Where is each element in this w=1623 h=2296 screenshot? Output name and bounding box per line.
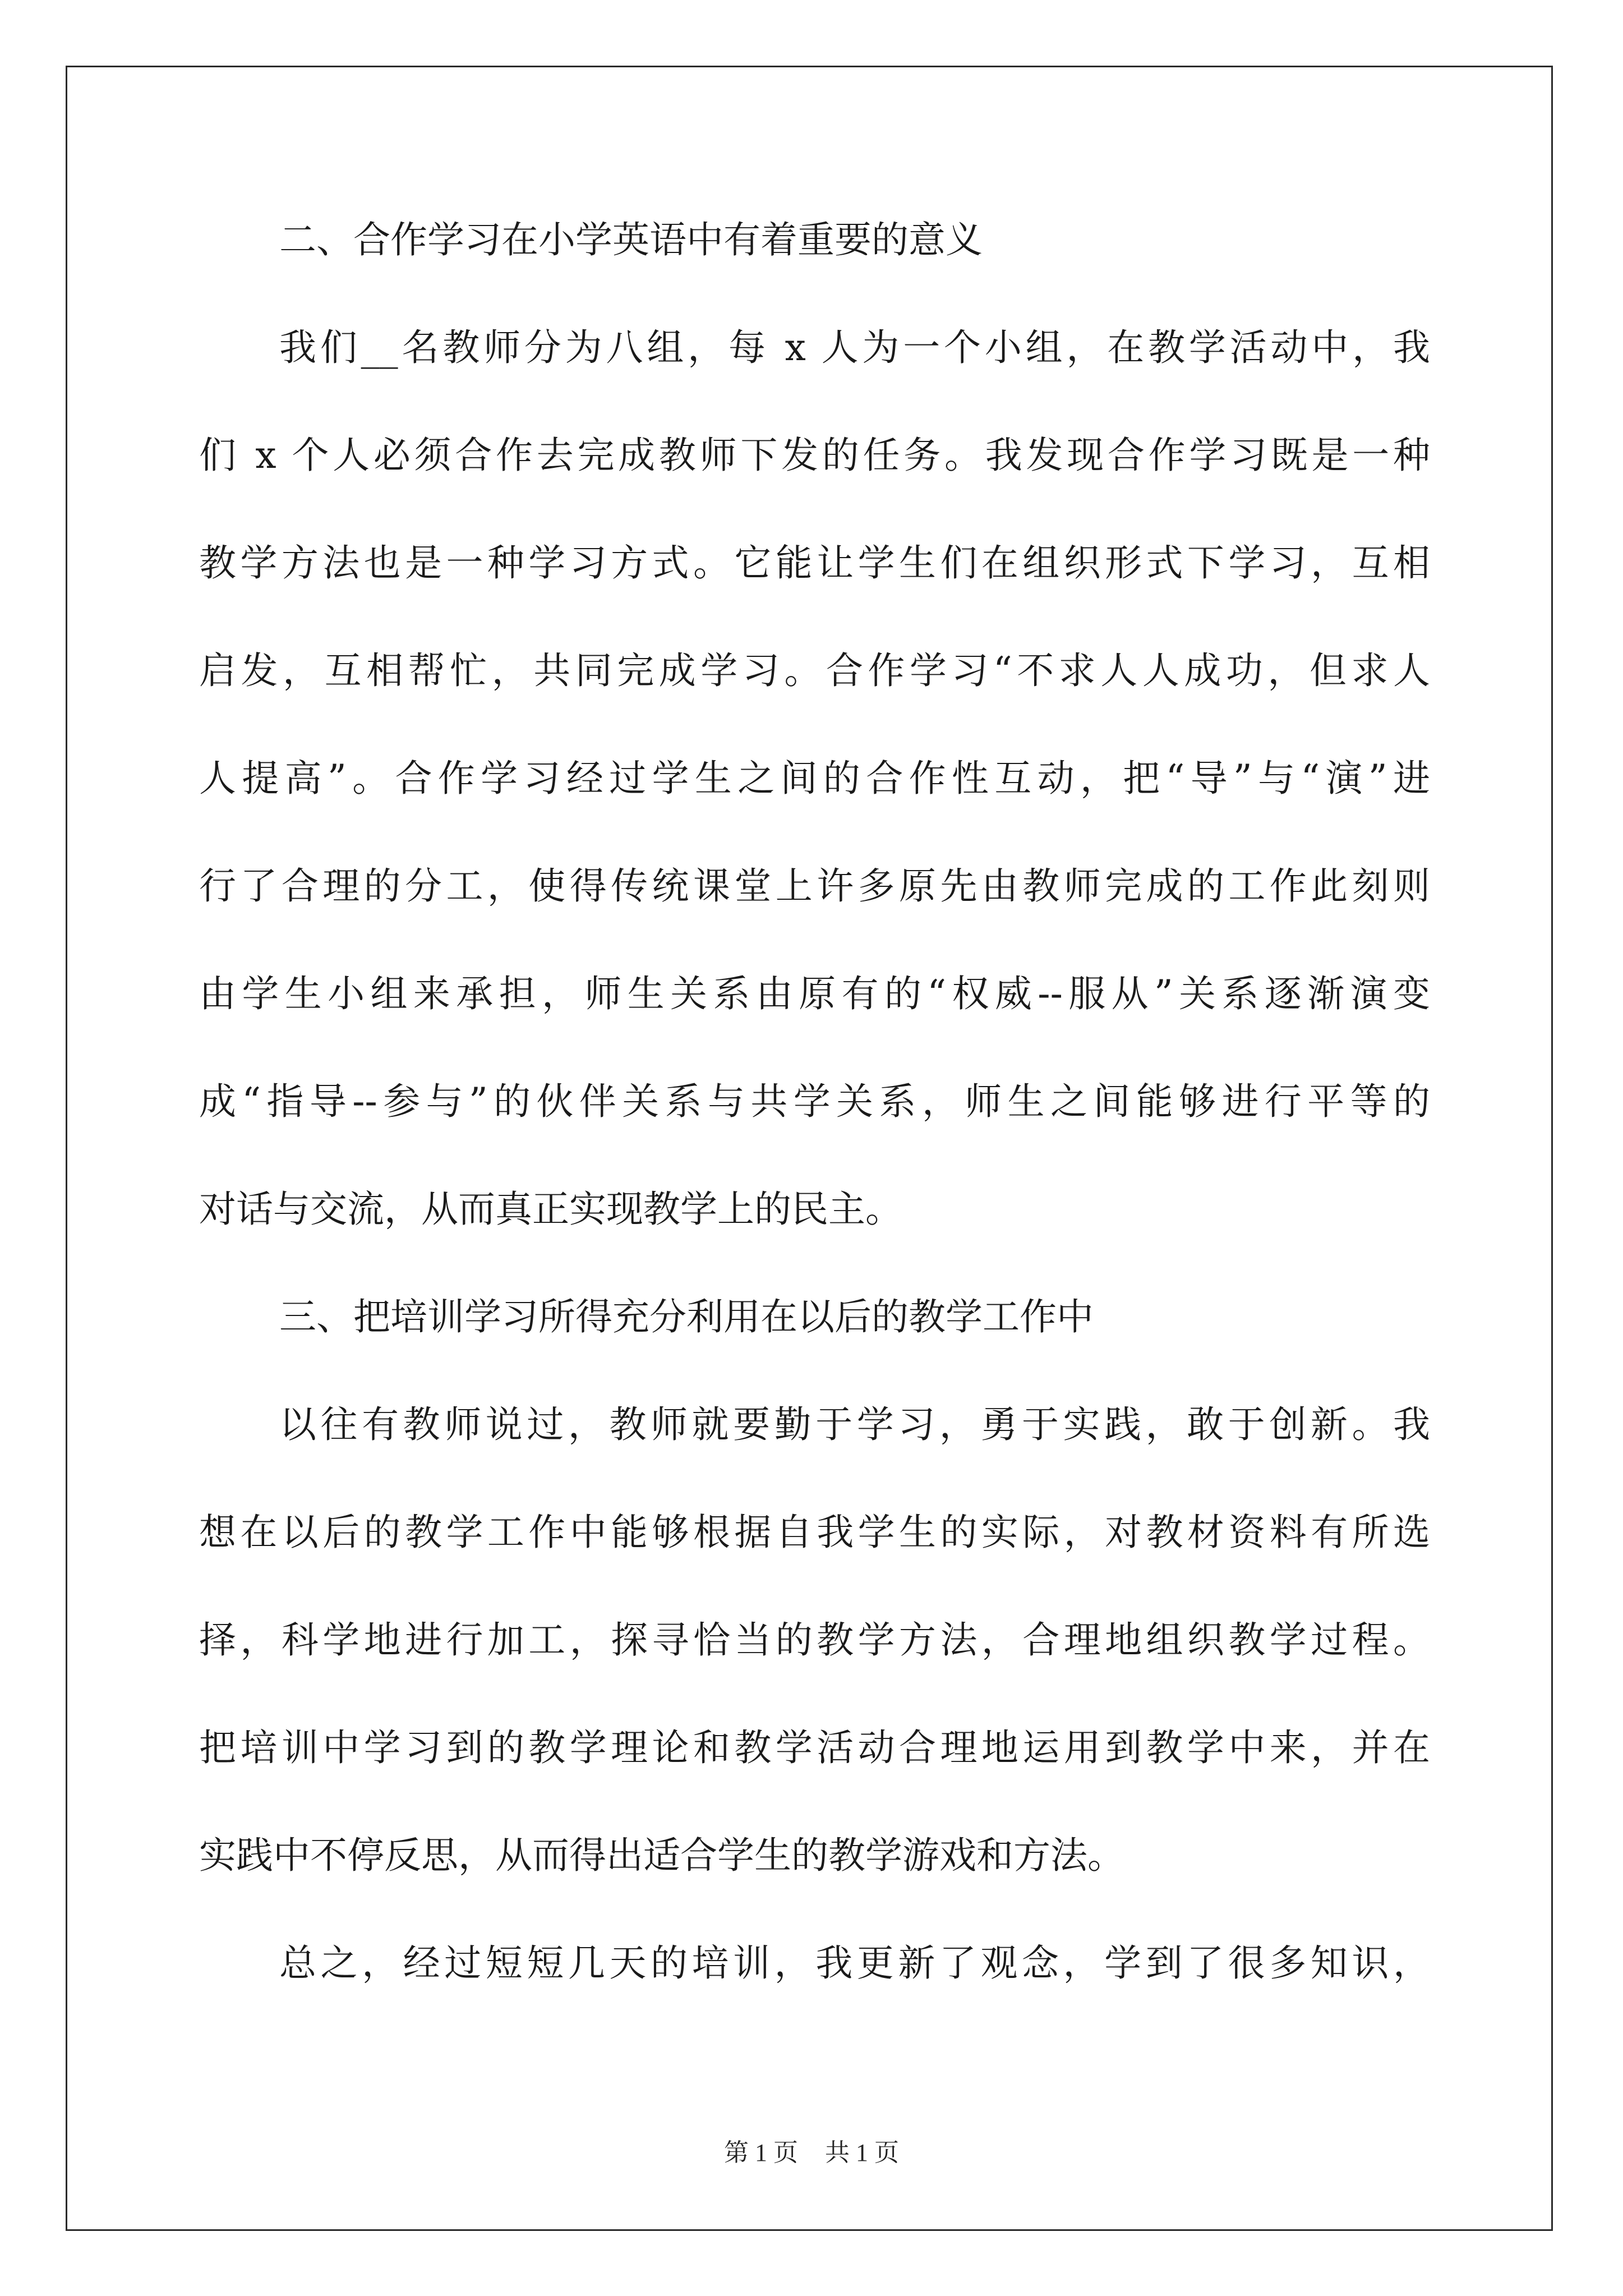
paragraph-line: 教学方法也是一种学习方式。它能让学生们在组织形式下学习，互相 xyxy=(199,541,1430,585)
paragraph-line: 择，科学地进行加工，探寻恰当的教学方法，合理地组织教学过程。 xyxy=(199,1618,1430,1662)
paragraph-line: 总之，经过短短几天的培训，我更新了观念，学到了很多知识， xyxy=(279,1941,1430,1985)
paragraph-line: 行了合理的分工，使得传统课堂上许多原先由教师完成的工作此刻则 xyxy=(199,864,1430,908)
paragraph-line: 们 x 个人必须合作去完成教师下发的任务。我发现合作学习既是一种 xyxy=(199,434,1430,477)
page-number: 第 1 页 xyxy=(724,2139,798,2166)
page-total: 共 1 页 xyxy=(825,2139,899,2166)
page-border xyxy=(66,66,1553,2231)
paragraph-line: 想在以后的教学工作中能够根据自我学生的实际，对教材资料有所选 xyxy=(199,1511,1430,1554)
paragraph-line: 把培训中学习到的教学理论和教学活动合理地运用到教学中来，并在 xyxy=(199,1726,1430,1769)
section-heading-2: 二、合作学习在小学英语中有着重要的意义 xyxy=(279,218,983,261)
paragraph-line: 对话与交流，从而真正实现教学上的民主。 xyxy=(199,1188,902,1231)
paragraph-line: 启发，互相帮忙，共同完成学习。合作学习“不求人人成功，但求人 xyxy=(199,649,1430,692)
paragraph-line: 以往有教师说过，教师就要勤于学习，勇于实践，敢于创新。我 xyxy=(279,1403,1430,1446)
paragraph-line: 由学生小组来承担，师生关系由原有的“权威--服从”关系逐渐演变 xyxy=(199,972,1430,1015)
paragraph-line: 成“指导--参与”的伙伴关系与共学关系，师生之间能够进行平等的 xyxy=(199,1080,1430,1123)
paragraph-line: 实践中不停反思，从而得出适合学生的教学游戏和方法。 xyxy=(199,1834,1124,1877)
paragraph-line: 我们__名教师分为八组，每 x 人为一个小组，在教学活动中，我 xyxy=(279,326,1430,369)
page-footer xyxy=(0,2136,1623,2170)
section-heading-3: 三、把培训学习所得充分利用在以后的教学工作中 xyxy=(279,1295,1094,1338)
paragraph-line: 人提高”。合作学习经过学生之间的合作性互动，把“导”与“演”进 xyxy=(199,757,1430,800)
